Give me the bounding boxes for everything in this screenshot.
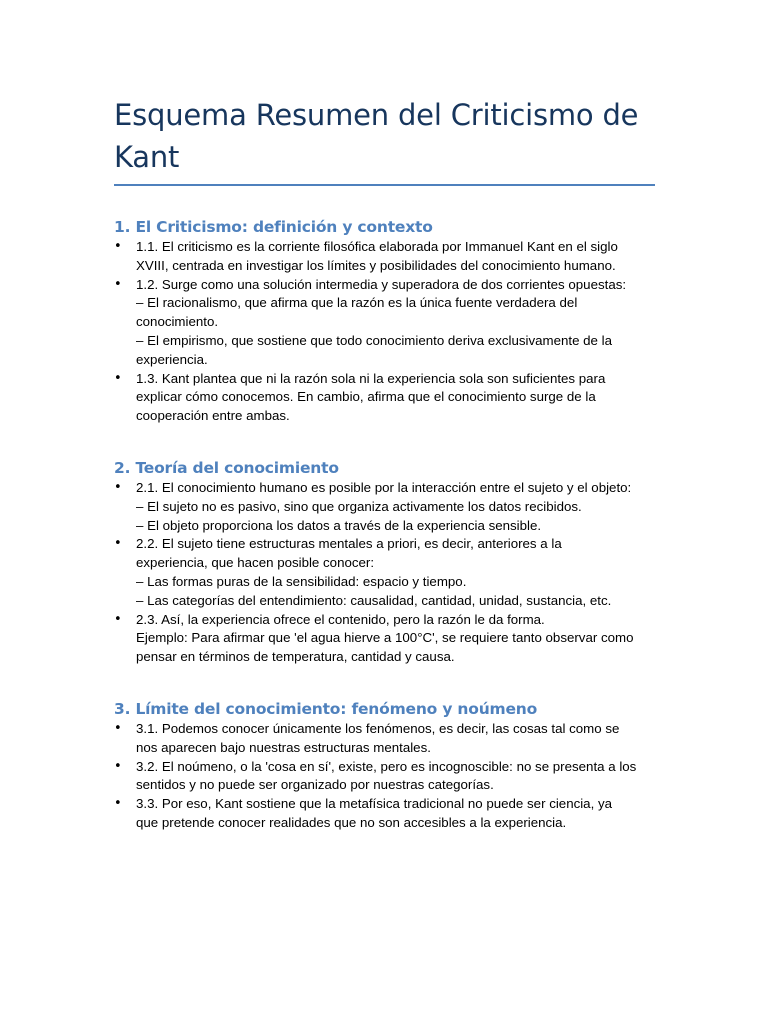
bullet-dot-icon: • (114, 370, 122, 386)
bullet-dot-icon: • (114, 720, 122, 736)
list-item-line: sentidos y no puede ser organizado por nuestras categorías. (136, 777, 494, 793)
list-item-line: explicar cómo conocemos. En cambio, afirma que el conocimiento surge de la (136, 389, 596, 405)
list-item (114, 479, 656, 535)
list-item-line: 1.1. El criticismo es la corriente filosófica elaborada por Immanuel Kant en el siglo (136, 239, 618, 254)
list-item-line: 1.2. Surge como una solución intermedia y superadora de dos corrientes opuestas: (136, 276, 627, 292)
bullet-dot-icon: • (114, 758, 122, 774)
list-item-line: – El empirismo, que sostiene que todo conocimiento deriva exclusivamente de la (136, 332, 612, 348)
document-title-line-1: Esquema Resumen del Criticismo de (114, 98, 639, 132)
list-item-line: 2.3. Así, la experiencia ofrece el contenido, pero la razón le da forma. (136, 611, 545, 627)
bullet-dot-icon: • (114, 239, 122, 254)
list-item-line: – El racionalismo, que afirma que la razón es la única fuente verdadera del (136, 295, 578, 311)
bullet-dot-icon: • (114, 796, 122, 812)
list-item-line: 3.1. Podemos conocer únicamente los fenómenos, es decir, las cosas tal como se (136, 720, 620, 736)
list-item-line: que pretende conocer realidades que no son accesibles a la experiencia. (136, 814, 567, 830)
list-item (114, 370, 656, 426)
section-1-list (114, 238, 656, 426)
list-item-line: XVIII, centrada en investigar los límites y posibilidades del conocimiento humano. (136, 257, 616, 273)
bullet-dot-icon: • (114, 479, 122, 495)
list-item-line: experiencia. (136, 351, 208, 367)
list-item (114, 758, 656, 796)
list-item-line: 3.2. El noúmeno, o la 'cosa en sí', existe, pero es incognoscible: no se presenta a los (136, 758, 637, 774)
list-item-line: 2.2. El sujeto tiene estructuras mentales a priori, es decir, anteriores a la (136, 536, 562, 552)
document-title-line-2: Kant (114, 140, 180, 174)
list-item (114, 276, 656, 370)
list-item-line: pensar en términos de temperatura, cantidad y causa. (136, 649, 455, 665)
list-item (114, 535, 656, 610)
document-content (114, 94, 656, 833)
list-item (114, 720, 656, 758)
list-item (114, 611, 656, 667)
list-item-line: experiencia, que hacen posible conocer: (136, 555, 375, 571)
list-item-line: 2.1. El conocimiento humano es posible por la interacción entre el sujeto y el objeto: (136, 479, 632, 495)
document-title (114, 94, 656, 184)
list-item (114, 238, 656, 276)
title-underline-rule (114, 184, 655, 186)
list-item (114, 795, 656, 833)
section-3-list (114, 720, 656, 833)
list-item-line: – Las categorías del entendimiento: causalidad, cantidad, unidad, sustancia, etc. (136, 592, 612, 608)
list-item-line: Ejemplo: Para afirmar que 'el agua hierve a 100°C', se requiere tanto observar como (136, 630, 634, 646)
list-item-line: – El objeto proporciona los datos a través de la experiencia sensible. (136, 517, 542, 533)
bullet-dot-icon: • (114, 536, 122, 552)
section-heading-1: 1. El Criticismo: definición y contexto (114, 218, 433, 236)
document-sections (114, 216, 656, 833)
list-item-line: – Las formas puras de la sensibilidad: espacio y tiempo. (136, 573, 467, 589)
list-item-line: 3.3. Por eso, Kant sostiene que la metafísica tradicional no puede ser ciencia, ya (136, 796, 613, 812)
list-item-line: cooperación entre ambas. (136, 408, 290, 424)
list-item-line: – El sujeto no es pasivo, sino que organiza activamente los datos recibidos. (136, 498, 582, 514)
list-item-line: nos aparecen bajo nuestras estructuras mentales. (136, 739, 431, 755)
section-heading-2: 2. Teoría del conocimiento (114, 458, 339, 477)
section-heading-3: 3. Límite del conocimiento: fenómeno y noúmeno (114, 699, 538, 718)
list-item-line: conocimiento. (136, 314, 219, 330)
bullet-dot-icon: • (114, 276, 122, 292)
list-item-line: 1.3. Kant plantea que ni la razón sola ni la experiencia sola son suficientes para (136, 370, 606, 386)
section-2-list (114, 479, 656, 667)
bullet-dot-icon: • (114, 611, 122, 627)
